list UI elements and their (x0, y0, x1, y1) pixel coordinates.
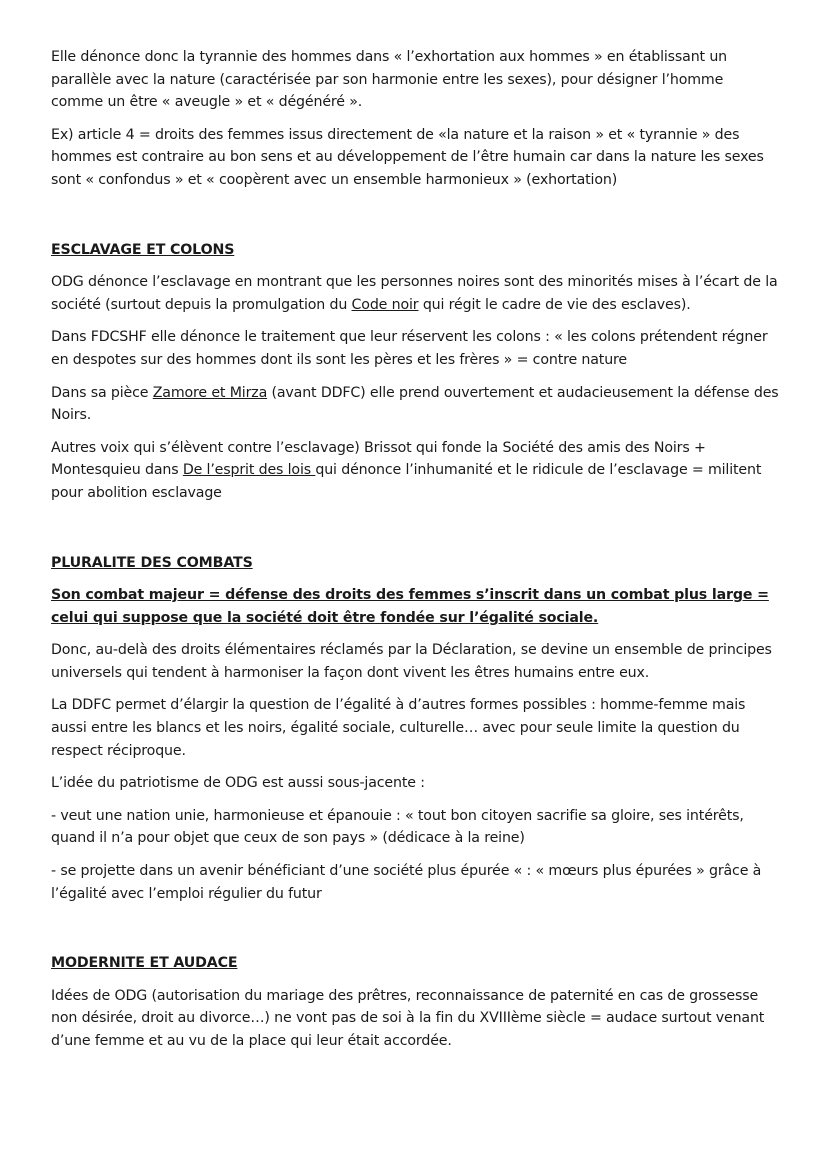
heading-pluralite: PLURALITE DES COMBATS (51, 554, 253, 571)
pluralite-paragraph-5: - se projette dans un avenir bénéficiant d’une société plus épurée « : « mœurs plus épurées » grâce à l’égalité avec l’emploi régulier du futur (51, 863, 762, 902)
esclavage-paragraph-1: ODG dénonce l’esclavage en montrant que les personnes noires sont des minorités mises à l’écart de la société (surtout depuis la promulgation du Code noir qui régit le cadre de vie des esclaves). (51, 274, 778, 313)
intro-paragraph-1: Elle dénonce donc la tyrannie des hommes dans « l’exhortation aux hommes » en établissant un parallèle avec la nature (caractérisée par son harmonie entre les sexes), pour désigner l’homme comme un être « aveugle » et « dégénéré ». (51, 49, 727, 111)
modernite-paragraph-1: Idées de ODG (autorisation du mariage des prêtres, reconnaissance de paternité en cas de grossesse non désirée, droit au divorce…) ne vont pas de soi à la fin du XVIIIème siècle = audace surtout venant d’une femme et au vu de la place qui leur était accordée. (51, 987, 765, 1049)
esclavage-paragraph-2: Dans FDCSHF elle dénonce le traitement que leur réservent les colons : « les colons prétendent régner en despotes sur des hommes dont ils sont les pères et les frères » = contre nature (51, 329, 768, 368)
code-noir-title: Code noir (351, 296, 419, 313)
zamore-et-mirza-title: Zamore et Mirza (152, 384, 268, 401)
esclavage-paragraph-3: Dans sa pièce Zamore et Mirza (avant DDFC) elle prend ouvertement et audacieusement la défense des Noirs. (51, 384, 779, 424)
heading-modernite: MODERNITE ET AUDACE (51, 955, 238, 972)
esprit-des-lois-title: De l’esprit des lois (182, 462, 316, 479)
pluralite-paragraph-1: Donc, au-delà des droits élémentaires réclamés par la Déclaration, se devine un ensemble de principes universels qui tendent à harmoniser la façon dont vivent les êtres humains entre eux. (51, 642, 772, 681)
intro-paragraph-2: Ex) article 4 = droits des femmes issus directement de «la nature et la raison » et « tyrannie » des hommes est contraire au bon sens et au développement de l’être humain car dans la nature les sexes sont « confondus » et « coopèrent avec un ensemble harmonieux » (exhortation) (51, 126, 764, 188)
pluralite-paragraph-3: L’idée du patriotisme de ODG est aussi sous-jacente : (51, 775, 425, 792)
pluralite-lead: Son combat majeur = défense des droits des femmes s’inscrit dans un combat plus large = celui qui suppose que la société doit être fondée sur l’égalité sociale. (51, 587, 769, 626)
heading-esclavage: ESCLAVAGE ET COLONS (51, 241, 235, 258)
pluralite-paragraph-4: - veut une nation unie, harmonieuse et épanouie : « tout bon citoyen sacrifie sa gloire, ses intérêts, quand il n’a pour objet que ceux de son pays » (dédicace à la reine) (51, 807, 744, 847)
esclavage-paragraph-4: Autres voix qui s’élèvent contre l’esclavage) Brissot qui fonde la Société des amis des Noirs + Montesquieu dans De l’esprit des lois qui dénonce l’inhumanité et le ridicule de l’esclavage = militent pour abolition esclavage (51, 439, 762, 501)
pluralite-paragraph-2: La DDFC permet d’élargir la question de l’égalité à d’autres formes possibles : homme-femme mais aussi entre les blancs et les noirs, égalité sociale, culturelle… avec pour seule limite la question du respect réciproque. (51, 697, 746, 759)
document-page (51, 46, 779, 1063)
